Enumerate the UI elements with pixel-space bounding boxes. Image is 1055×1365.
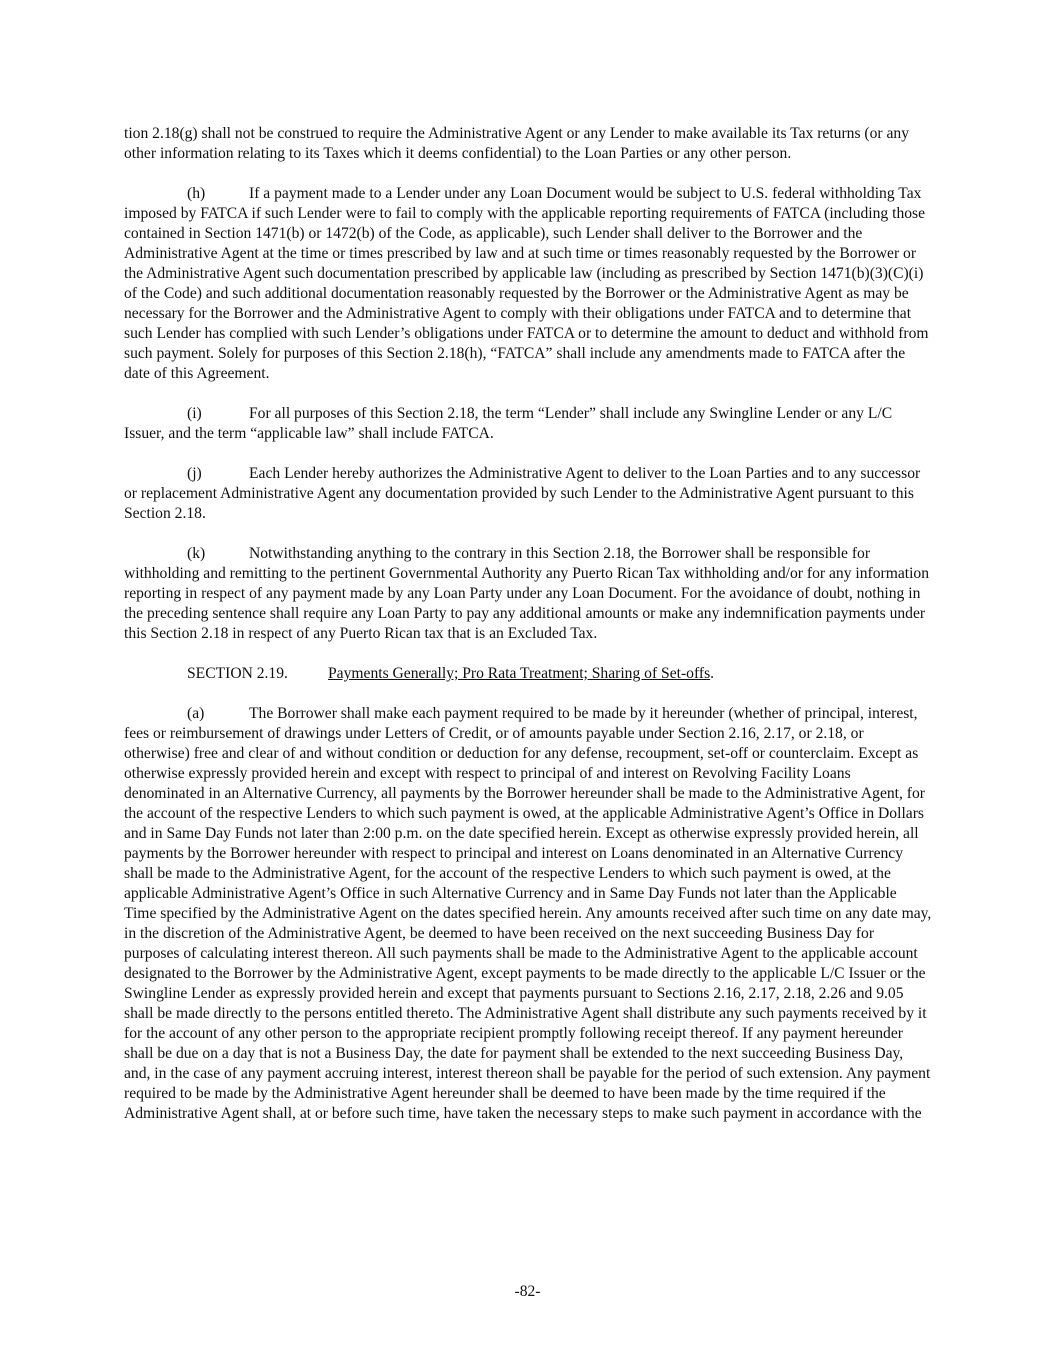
paragraph-2-18-g-continued: tion 2.18(g) shall not be construed to require the Administrative Agent or any Lender to make available its Tax returns (or any other information relating to its Taxes which it deems confidential) to the Loan Parties or any other person.	[124, 125, 910, 162]
section-title-period: .	[710, 665, 715, 682]
paragraph-text-j: Each Lender hereby authorizes the Administrative Agent to deliver to the Loan Parties and to any successor or replacement Administrative Agent any documentation provided by such Lender to the Administrative Agent pursuant to this Section 2.18.	[124, 465, 921, 522]
paragraph-2-18-j	[124, 464, 932, 524]
paragraph-label-h: (h)	[187, 185, 206, 202]
page-number: -82-	[514, 1283, 541, 1300]
section-heading-2-19	[124, 664, 932, 684]
paragraph-text-h: If a payment made to a Lender under any Loan Document would be subject to U.S. federal withholding Tax imposed by FATCA if such Lender were to fail to comply with the applicable reporting requirements of FATCA (including those contained in Section 1471(b) or 1472(b) of the Code, as applicable), such Lender shall deliver to the Borrower and the Administrative Agent at the time or times prescribed by law and at such time or times reasonably requested by the Borrower or the Administrative Agent such documentation prescribed by applicable law (including as prescribed by Section 1471(b)(3)(C)(i) of the Code) and such additional documentation reasonably requested by the Borrower or the Administrative Agent as may be necessary for the Borrower and the Administrative Agent to comply with their obligations under FATCA and to determine that such Lender has complied with such Lender’s obligations under FATCA or to determine the amount to deduct and withhold from such payment. Solely for purposes of this Section 2.18(h), “FATCA” shall include any amendments made to FATCA after the date of this Agreement.	[124, 185, 929, 382]
paragraph-label-a: (a)	[187, 705, 205, 722]
paragraph-2-18-k	[124, 544, 932, 644]
paragraph-2-18-i	[124, 404, 932, 444]
paragraph-text-a: The Borrower shall make each payment required to be made by it hereunder (whether of principal, interest, fees or reimbursement of drawings under Letters of Credit, or of amounts payable under Section 2.16, 2.17, or 2.18, or otherwise) free and clear of and without condition or deduction for any defense, recoupment, set-off or counterclaim. Except as otherwise expressly provided herein and except with respect to principal of and interest on Revolving Facility Loans denominated in an Alternative Currency, all payments by the Borrower hereunder shall be made to the Administrative Agent, for the account of the respective Lenders to which such payment is owed, at the applicable Administrative Agent’s Office in Dollars and in Same Day Funds not later than 2:00 p.m. on the date specified herein. Except as otherwise expressly provided herein, all payments by the Borrower hereunder with respect to principal and interest on Loans denominated in an Alternative Currency shall be made to the Administrative Agent, for the account of the respective Lenders to which such payment is owed, at the applicable Administrative Agent’s Office in such Alternative Currency and in Same Day Funds not later than the Applicable Time specified by the Administrative Agent on the dates specified herein. Any amounts received after such time on any date may, in the discretion of the Administrative Agent, be deemed to have been received on the next succeeding Business Day for purposes of calculating interest thereon. All such payments shall be made to the Administrative Agent to the applicable account designated to the Borrower by the Administrative Agent, except payments to be made directly to the applicable L/C Issuer or the Swingline Lender as expressly provided herein and except that payments pursuant to Sections 2.16, 2.17, 2.18, 2.26 and 9.05 shall be made directly to the persons entitled thereto. The Administrative Agent shall distribute any such payments received by it for the account of any other person to the appropriate recipient promptly following receipt thereof. If any payment hereunder shall be due on a day that is not a Business Day, the date for payment shall be extended to the next succeeding Business Day, and, in the case of any payment accruing interest, interest thereon shall be payable for the period of such extension. Any payment required to be made by the Administrative Agent hereunder shall be deemed to have been made by the time required if the Administrative Agent shall, at or before such time, have taken the necessary steps to make such payment in accordance with the	[124, 705, 932, 1122]
paragraph-label-i: (i)	[187, 405, 202, 422]
paragraph-2-18-h	[124, 184, 932, 384]
paragraph-text-k: Notwithstanding anything to the contrary in this Section 2.18, the Borrower shall be responsible for withholding and remitting to the pertinent Governmental Authority any Puerto Rican Tax withholding and/or for any information reporting in respect of any payment made by any Loan Party under any Loan Document. For the avoidance of doubt, nothing in the preceding sentence shall require any Loan Party to pay any additional amounts or make any indemnification payments under this Section 2.18 in respect of any Puerto Rican tax that is an Excluded Tax.	[124, 545, 930, 642]
paragraph-label-k: (k)	[187, 545, 206, 562]
paragraph-2-19-a	[124, 704, 932, 1124]
document-page	[124, 124, 932, 1144]
section-title: Payments Generally; Pro Rata Treatment; Sharing of Set-offs	[328, 665, 711, 682]
paragraph-text-i: For all purposes of this Section 2.18, the term “Lender” shall include any Swingline Lender or any L/C Issuer, and the term “applicable law” shall include FATCA.	[124, 405, 893, 442]
section-number: SECTION 2.19.	[187, 665, 288, 682]
paragraph-label-j: (j)	[187, 465, 202, 482]
